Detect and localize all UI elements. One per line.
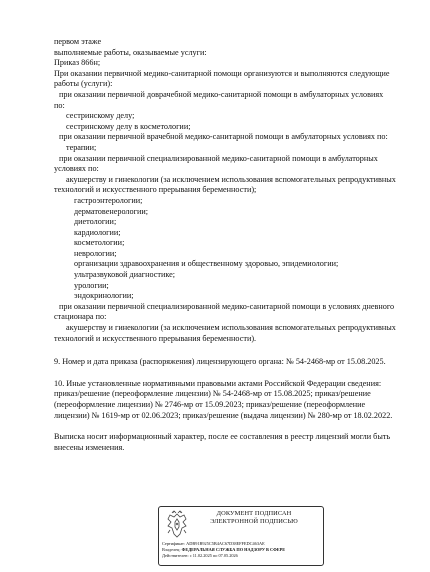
text-line: урологии; bbox=[74, 280, 109, 290]
text-line: организации здравоохранения и общественному здоровью, эпидемиологии; bbox=[74, 259, 339, 269]
owner-line: Владелец: ФЕДЕРАЛЬНАЯ СЛУЖБА ПО НАДЗОРУ В СФЕРЕ bbox=[162, 546, 286, 552]
text-line: технологий и искусственного прерывания беременности); bbox=[54, 185, 257, 195]
text-line: Приказ 866н; bbox=[54, 58, 101, 68]
text-line: условиях по: bbox=[54, 164, 99, 174]
license-extract-text bbox=[54, 37, 394, 453]
text-line: При оказании первичной медико-санитарной помощи организуются и выполняются следующие bbox=[54, 68, 390, 78]
text-line: косметологии; bbox=[74, 238, 125, 248]
text-line: при оказании первичной врачебной медико-санитарной помощи в амбулаторных условиях по: bbox=[59, 132, 388, 142]
text-line: гастроэнтерологии; bbox=[74, 195, 143, 205]
text-line: по: bbox=[54, 100, 65, 110]
section-10-line: (переоформление лицензии) № 2746-мр от 15.09.2023; приказ/решение (переоформление bbox=[54, 400, 366, 409]
text-line: ультразвуковой диагностике; bbox=[74, 270, 176, 280]
text-line: терапии; bbox=[66, 142, 97, 152]
section-10-line: приказ/решение (переоформление лицензии) № 54-2468-мр от 15.08.2025; приказ/решение bbox=[54, 389, 371, 399]
text-line: неврологии; bbox=[74, 248, 117, 258]
stamp-details bbox=[162, 541, 321, 558]
text-line: технологий и искусственного прерывания беременности). bbox=[54, 333, 257, 343]
electronic-signature-stamp bbox=[158, 506, 324, 566]
text-line: дерматовенерологии; bbox=[74, 206, 149, 216]
text-line: диетологии; bbox=[74, 217, 117, 227]
stamp-title: ДОКУМЕНТ ПОДПИСАН ЭЛЕКТРОННОЙ ПОДПИСЬЮ bbox=[210, 510, 298, 525]
text-line: при оказании первичной доврачебной медико-санитарной помощи в амбулаторных условиях bbox=[59, 89, 384, 99]
disclaimer-line: внесены изменения. bbox=[54, 442, 125, 452]
section-10-line: 10. Иные установленные нормативными правовыми актами Российской Федерации сведения: bbox=[54, 378, 382, 388]
text-line: акушерству и гинекологии (за исключением использования вспомогательных репродуктивных bbox=[66, 174, 396, 184]
section-9: 9. Номер и дата приказа (распоряжения) лицензирующего органа: № 54-2468-мр от 15.08.2025. bbox=[54, 357, 386, 367]
text-line: при оказании первичной специализированной медико-санитарной помощи в амбулаторных bbox=[59, 153, 378, 163]
text-line: эндокринологии; bbox=[74, 291, 134, 301]
text-line: выполняемые работы, оказываемые услуги: bbox=[54, 47, 207, 57]
text-line: при оказании первичной специализированной медико-санитарной помощи в условиях дневного bbox=[59, 301, 395, 311]
validity-line: Действителен: с 11.02.2025 по 07.05.2026 bbox=[162, 552, 238, 558]
disclaimer-line: Выписка носит информационный характер, после ее составления в реестр лицензий могли быть bbox=[54, 432, 391, 442]
text-line: сестринскому делу; bbox=[66, 111, 135, 121]
text-line: работы (услуги): bbox=[54, 79, 113, 89]
text-line: первом этаже bbox=[54, 37, 102, 46]
text-line: акушерству и гинекологии (за исключением использования вспомогательных репродуктивных bbox=[66, 323, 396, 333]
section-10-line: лицензии) № 1619-мр от 02.06.2023; приказ/решение (выдача лицензии) № 280-мр от 18.02.2022. bbox=[54, 410, 393, 420]
text-line: сестринскому делу в косметологии; bbox=[66, 121, 191, 131]
certificate-line: Сертификат: ADB91B925C5B4AC67D38EFFEDC463AE bbox=[162, 541, 265, 546]
text-line: стационара по: bbox=[54, 312, 107, 322]
text-line: кардиологии; bbox=[74, 227, 121, 237]
